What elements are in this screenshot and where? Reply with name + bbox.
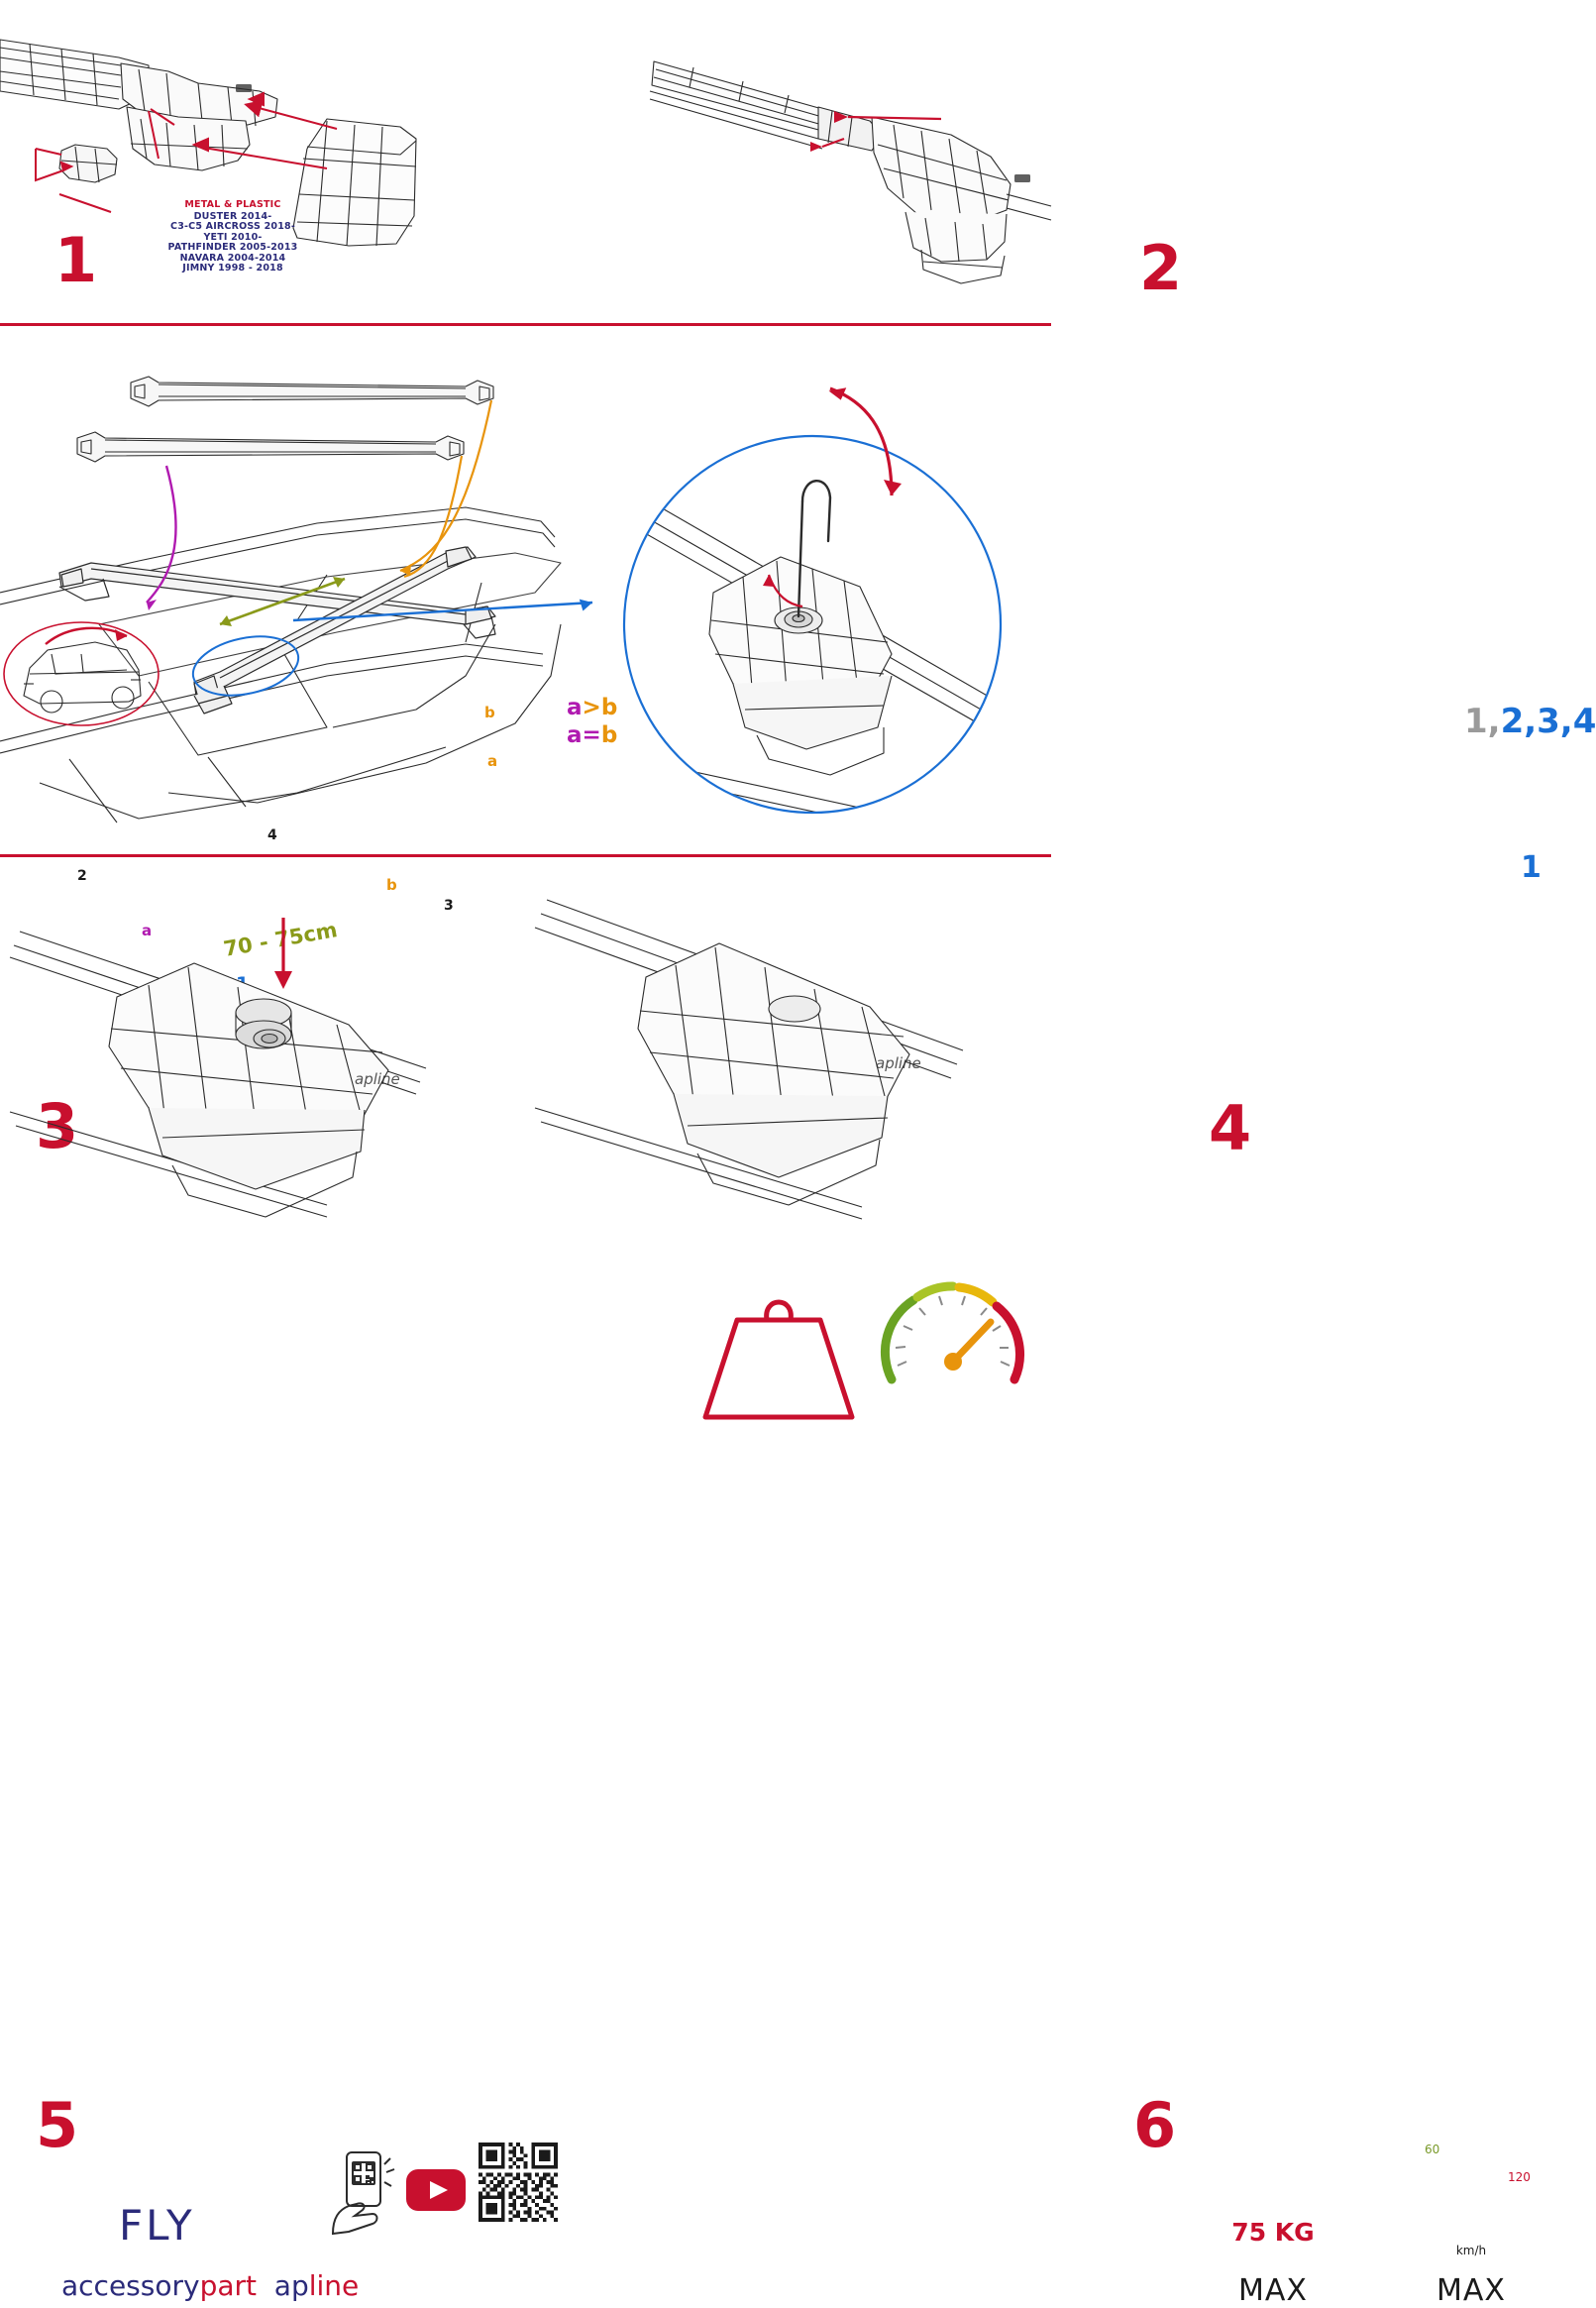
panel-step-1: [0, 0, 525, 323]
step-3-illustration: [0, 327, 594, 852]
compatibility-list: [119, 200, 347, 275]
equation-2-op: =: [582, 722, 601, 748]
equation-2-right: b: [600, 722, 618, 748]
step-4-illustration: [594, 327, 1051, 852]
spacing-distance-label: 70 - 75cm: [221, 918, 340, 961]
brand-plate-icon-2: [1014, 174, 1030, 182]
section-divider-2: [0, 854, 1051, 857]
svg-text:apline: apline: [876, 1054, 921, 1072]
speed-max-label: MAX: [1436, 2273, 1506, 2308]
equation-1-left: a: [567, 695, 583, 720]
step-6-illustration: [525, 858, 1051, 1255]
tagline-line: line: [308, 2269, 360, 2302]
tightening-sequence: [1464, 702, 1596, 741]
step-number-1: 1: [54, 224, 96, 296]
vehicle-0: DUSTER 2014-: [193, 210, 272, 222]
step-2-illustration: [525, 0, 1051, 323]
tagline-accessory: accessory: [61, 2269, 200, 2302]
equation-1-op: >: [582, 695, 601, 720]
callout-number-1: 1: [1521, 850, 1542, 885]
step-number-3: 3: [36, 1090, 77, 1162]
bar-number-3: 3: [444, 898, 454, 914]
sequence-blue: 2,3,4: [1500, 702, 1596, 741]
vehicle-2: YETI 2010-: [203, 231, 263, 243]
gauge-max-tick-label: 120: [1508, 2170, 1531, 2184]
bar-number-2: 2: [77, 868, 87, 884]
step-number-5: 5: [36, 2089, 77, 2161]
equation-2-left: a: [567, 722, 583, 748]
step-number-6: 6: [1133, 2089, 1175, 2161]
qr-code-icon: [479, 2143, 558, 2222]
speed-unit-label: km/h: [1455, 2244, 1487, 2257]
vehicle-3: PATHFINDER 2005-2013: [167, 242, 298, 253]
weight-value: 75 KG: [1231, 2218, 1315, 2247]
panel-step-2: [525, 0, 1181, 323]
step-number-4: 4: [1209, 1092, 1250, 1164]
tagline-part: part: [199, 2269, 257, 2302]
brand-plate-icon: [236, 84, 252, 92]
label-a-top: a: [487, 752, 498, 770]
brand-name: FLY: [119, 2201, 195, 2250]
tagline-ap: ap: [273, 2269, 309, 2302]
weight-limit-icon: [690, 1280, 868, 1429]
section-divider-1: [0, 323, 1051, 326]
step-5-illustration: [0, 858, 525, 1255]
vehicle-5: JIMNY 1998 - 2018: [182, 263, 283, 274]
phone-scan-icon: [327, 2148, 396, 2238]
speed-limit-gauge-icon: [874, 1270, 1032, 1419]
panel-step-6: [525, 858, 1531, 2308]
label-b-bar: b: [386, 876, 397, 894]
step-number-2: 2: [1139, 232, 1181, 304]
panel-step-5: [0, 858, 525, 2302]
brand-tagline: [61, 2269, 359, 2302]
vehicle-1: C3-C5 AIRCROSS 2018-: [170, 221, 295, 232]
bar-number-4: 4: [267, 827, 277, 843]
equation-1-right: b: [600, 695, 618, 720]
weight-max-label: MAX: [1238, 2273, 1308, 2308]
label-a-bar: a: [142, 922, 153, 939]
youtube-icon[interactable]: [405, 2168, 467, 2212]
label-b-top: b: [484, 704, 495, 721]
vehicle-4: NAVARA 2004-2014: [179, 252, 286, 264]
svg-text:apline: apline: [355, 1070, 400, 1088]
sequence-gray: 1,: [1464, 702, 1501, 741]
gauge-min-tick-label: 60: [1425, 2143, 1440, 2156]
compatibility-header: METAL & PLASTIC: [184, 199, 281, 210]
